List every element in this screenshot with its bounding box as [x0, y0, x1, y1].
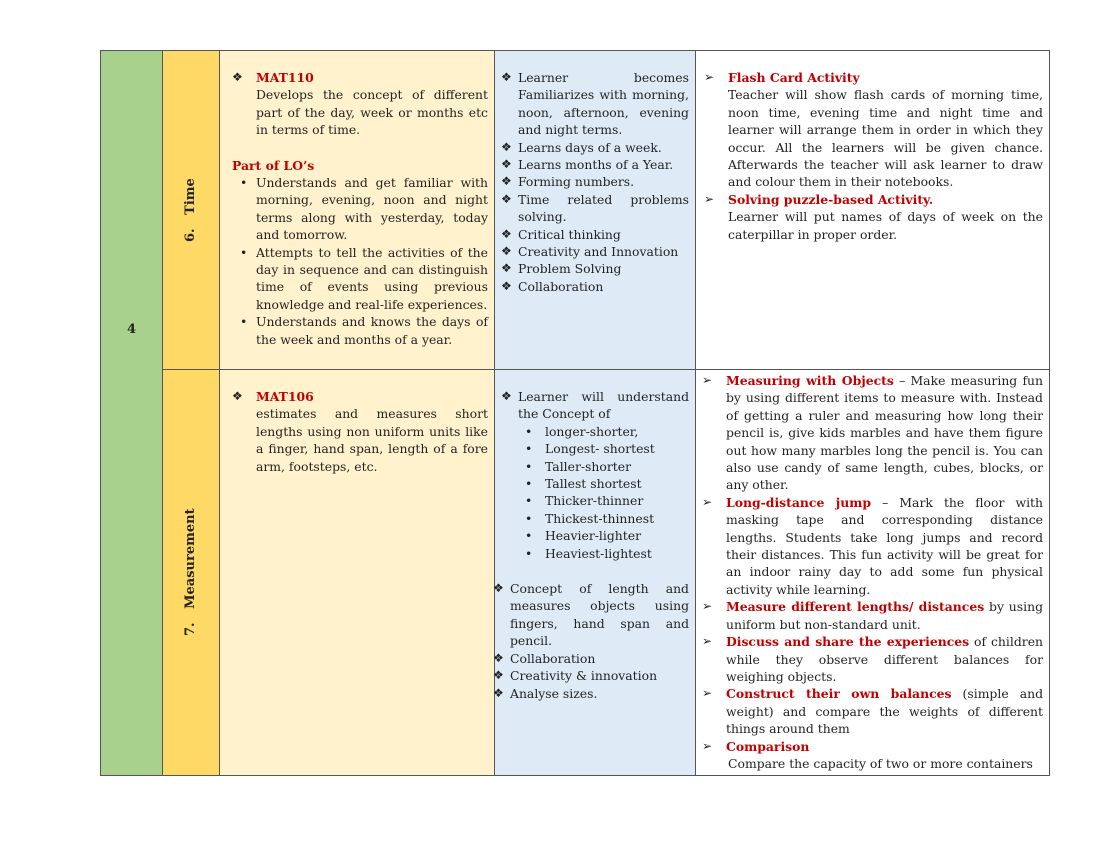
list-item: ❖ Learner will understand the Concept of [501, 389, 689, 422]
part-of-lo-heading: Part of LO’s [232, 157, 315, 173]
list-item: ❖ Learns months of a Year. [501, 157, 674, 173]
diamond-bullet-icon: ❖ [501, 70, 512, 84]
activity-text: of children while they observe different balances for weighing objects. [726, 634, 1044, 684]
list-item: • Attempts to tell the activities of the day in sequence and can distinguish time of events using previous knowledge and real-life experiences. [256, 244, 488, 314]
list-item: • Understands and knows the days of the week and months of a year. [256, 313, 488, 348]
diamond-bullet-icon: ❖ [232, 389, 243, 403]
diamond-bullet-icon: ❖ [493, 668, 504, 683]
arrow-bullet-icon: ➢ [702, 599, 713, 614]
diamond-bullet-icon: ❖ [493, 685, 504, 700]
diamond-bullet-icon: ❖ [501, 191, 512, 206]
diamond-bullet-icon: ❖ [501, 389, 512, 403]
list-item: ❖ Collaboration [501, 278, 604, 294]
activity-item [702, 598, 1043, 633]
activity-item [702, 685, 1043, 737]
week-number: 4 [126, 322, 137, 337]
list-item: • Taller-shorter [545, 458, 689, 475]
topic-title: 7. Measurement [183, 508, 199, 637]
lesson-plan-table [100, 50, 1050, 776]
table-row-measurement [101, 370, 1050, 776]
list-item: • Understands and get familiar with morning, evening, noon and night terms along with yesterday, today and tomorrow. [256, 174, 488, 244]
diamond-bullet-icon: ❖ [493, 650, 504, 665]
list-item: ❖ Time related problems solving. [501, 191, 689, 225]
lo-code: MAT106 [256, 389, 314, 404]
activity-text: Teacher will show flash cards of morning time, noon time, evening time and night time and learner will arrange them in order in which they occur. All the learners will be given chance. Afterwards the teacher will ask learner to draw and colour them in their notebooks. [728, 87, 1043, 190]
activity-item [704, 191, 1043, 243]
lo-item [232, 388, 488, 475]
arrow-bullet-icon: ➢ [704, 191, 715, 206]
arrow-bullet-icon: ➢ [702, 494, 713, 509]
list-item: ❖ Analyse sizes. [493, 685, 598, 701]
activity-text: – Make measuring fun by using different items to measure with. Instead of getting a ruler and measuring how long their pencil is, give kids marbles and have them figure out how many marbles long the pencil is. You can also use candy of same length, cubes, blocks, or any other. [726, 373, 1043, 493]
diamond-bullet-icon: ❖ [232, 70, 243, 84]
activity-text: Compare the capacity of two or more containers [728, 755, 1033, 771]
lo-description: estimates and measures short lengths using non uniform units like a finger, hand span, length of a fore arm, footsteps, etc. [256, 406, 488, 474]
arrow-bullet-icon: ➢ [702, 738, 713, 753]
list-item: • Heavier-lighter [545, 527, 689, 544]
list-item: ❖ Forming numbers. [501, 174, 635, 190]
activity-title: Construct their own balances [726, 686, 952, 702]
activity-item [702, 633, 1043, 685]
activity-text: (simple and weight) and compare the weights of different things around them [726, 686, 1043, 737]
activity-text: – Mark the floor with masking tape and corresponding distance lengths. Students take long jumps and record their distances. This fun activity will be great for an indoor rainy day to add some fun physical activity while learning. [726, 494, 1043, 597]
table-row-time [101, 51, 1050, 370]
list-item: ❖ Problem Solving [501, 261, 622, 277]
list-item: ❖ Critical thinking [501, 226, 621, 242]
arrow-bullet-icon: ➢ [704, 70, 715, 84]
activity-title: Flash Card Activity [728, 70, 860, 85]
list-item: • Thicker-thinner [545, 492, 689, 509]
topic-cell-measurement [163, 370, 220, 776]
learning-outcome-cell [220, 51, 495, 370]
activity-title: Discuss and share the experiences [726, 634, 970, 650]
diamond-bullet-icon: ❖ [501, 244, 512, 259]
skills-cell [495, 51, 696, 370]
activity-title: Measure different lengths/ distances [726, 599, 985, 615]
diamond-bullet-icon: ❖ [501, 278, 512, 293]
activity-title: Long-distance jump [726, 494, 872, 510]
list-item: • Thickest-thinnest [545, 510, 689, 527]
list-item: ❖ Creativity and Innovation [501, 244, 679, 260]
activity-item [702, 494, 1043, 598]
activity-item [702, 372, 1043, 494]
lo-bullet-list [232, 174, 488, 348]
activity-title: Solving puzzle-based Activity. [728, 191, 934, 207]
skills-cell [495, 370, 696, 776]
activity-text: Learner will put names of days of week on the caterpillar in proper order. [728, 209, 1043, 242]
list-item: • Tallest shortest [545, 475, 689, 492]
topic-cell-time [163, 51, 220, 370]
lo-item [232, 69, 488, 139]
list-item: ❖ Collaboration [493, 650, 596, 666]
list-item: ❖ Learner becomes Familiarizes with morning, noon, afternoon, evening and night terms. [501, 70, 689, 138]
diamond-bullet-icon: ❖ [501, 139, 512, 154]
list-item: ❖ Creativity & innovation [493, 668, 658, 684]
activity-title: Comparison [726, 738, 810, 754]
learning-outcome-cell [220, 370, 495, 776]
lo-code: MAT110 [256, 70, 314, 85]
diamond-bullet-icon: ❖ [501, 157, 512, 172]
activities-cell [696, 51, 1050, 370]
comparison-list [501, 423, 689, 562]
list-item: • Longest- shortest [545, 440, 689, 457]
diamond-bullet-icon: ❖ [501, 226, 512, 241]
arrow-bullet-icon: ➢ [702, 373, 713, 387]
activities-cell [696, 370, 1050, 776]
arrow-bullet-icon: ➢ [702, 634, 713, 649]
activity-item [702, 738, 1043, 773]
activity-title: Measuring with Objects [726, 373, 894, 388]
arrow-bullet-icon: ➢ [702, 686, 713, 701]
week-cell [101, 51, 163, 776]
list-item: ❖ Concept of length and measures objects using fingers, hand span and pencil. [493, 581, 689, 649]
diamond-bullet-icon: ❖ [501, 174, 512, 189]
activity-text: by using uniform but non-standard unit. [726, 599, 1043, 632]
diamond-bullet-icon: ❖ [493, 581, 504, 596]
lo-description: Develops the concept of different part of the day, week or months etc in terms of time. [256, 87, 488, 138]
list-item: • longer-shorter, [545, 423, 689, 440]
list-item: • Heaviest-lightest [545, 545, 689, 562]
activity-item [704, 69, 1043, 191]
list-item: ❖ Learns days of a week. [501, 139, 662, 155]
diamond-bullet-icon: ❖ [501, 261, 512, 276]
topic-title: 6. Time [183, 178, 199, 242]
